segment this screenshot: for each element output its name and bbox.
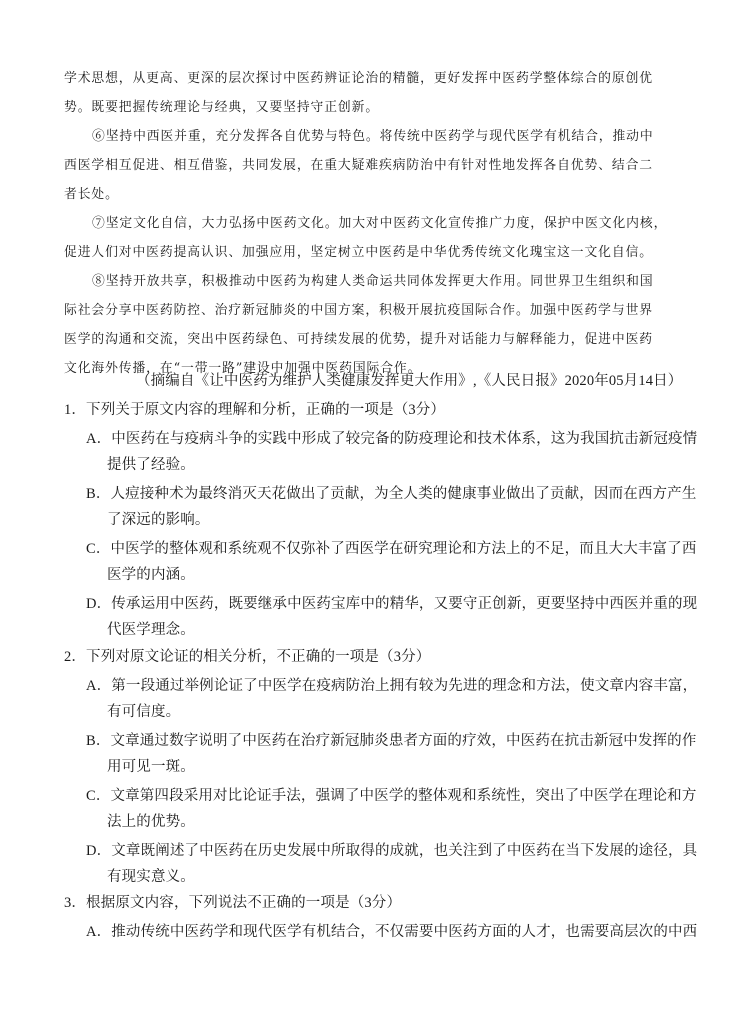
- passage-line: 文化海外传播，在“一带一路”建设中加强中医药国际合作。: [64, 361, 422, 376]
- option-line: A．中医药在与疫病斗争的实践中形成了较完备的防疫理论和技术体系，这为我国抗击新冠疫情: [86, 431, 698, 447]
- option-line: C．文章第四段采用对比论证手法，强调了中医学的整体观和系统性，突出了中医学在理论和方: [86, 788, 697, 804]
- option-line: B．人痘接种术为最终消灭天花做出了贡献，为全人类的健康事业做出了贡献，因而在西方产生: [86, 486, 697, 502]
- passage-line: 西医学相互促进、相互借鉴，共同发展，在重大疑难疾病防治中有针对性地发挥各自优势、结合二: [64, 158, 653, 173]
- passage-line: 医学的沟通和交流，突出中医药绿色、可持续发展的优势，提升对话能力与解释能力，促进中医药: [64, 332, 653, 347]
- option-line: 医学的内涵。: [107, 567, 195, 583]
- passage-line: 促进人们对中医药提高认识、加强应用，坚定树立中医药是中华优秀传统文化瑰宝这一文化自信。: [64, 245, 653, 260]
- option-line: 法上的优势。: [107, 814, 195, 830]
- source-citation: （摘编自《让中医药为维护人类健康发挥更大作用》,《人民日报》2020年05月14日）: [136, 373, 683, 389]
- option-line: D．文章既阐述了中医药在历史发展中所取得的成就，也关注到了中医药在当下发展的途径，具: [86, 843, 698, 859]
- option-line: 了深远的影响。: [107, 512, 210, 528]
- question-stem: 2．下列对原文论证的相关分析，不正确的一项是（3分）: [64, 649, 431, 665]
- option-line: 有可信度。: [107, 704, 181, 720]
- passage-line: 势。既要把握传统理论与经典，又要坚持守正创新。: [64, 100, 380, 115]
- passage-line: 际社会分享中医药防控、治疗新冠肺炎的中国方案，积极开展抗疫国际合作。加强中医药学与世界: [64, 303, 653, 318]
- option-line: A．第一段通过举例论证了中医学在疫病防治上拥有较为先进的理念和方法，使文章内容丰富，: [86, 678, 698, 694]
- option-line: 有现实意义。: [107, 869, 195, 885]
- option-line: A．推动传统中医药学和现代医学有机结合，不仅需要中医药方面的人才，也需要高层次的中西: [86, 924, 698, 940]
- question-stem: 3．根据原文内容，下列说法不正确的一项是（3分）: [64, 895, 402, 911]
- passage-line: 学术思想，从更高、更深的层次探讨中医药辨证论治的精髓，更好发挥中医药学整体综合的原创优: [64, 71, 653, 86]
- option-line: D．传承运用中医药，既要继承中医药宝库中的精华，又要守正创新，更要坚持中西医并重的现: [86, 596, 698, 612]
- option-line: B．文章通过数字说明了中医药在治疗新冠肺炎患者方面的疗效，中医药在抗击新冠中发挥的作: [86, 733, 697, 749]
- passage-line: ⑧坚持开放共享，积极推动中医药为构建人类命运共同体发挥更大作用。同世界卫生组织和国: [92, 274, 654, 289]
- passage-line: 者长处。: [64, 187, 119, 202]
- passage-line: ⑥坚持中西医并重，充分发挥各自优势与特色。将传统中医药学与现代医学有机结合，推动中: [92, 129, 654, 144]
- option-line: 用可见一斑。: [107, 759, 195, 775]
- option-line: C．中医学的整体观和系统观不仅弥补了西医学在研究理论和方法上的不足，而且大大丰富了西: [86, 541, 697, 557]
- question-stem: 1．下列关于原文内容的理解和分析，正确的一项是（3分）: [64, 402, 446, 418]
- passage-line: ⑦坚定文化自信，大力弘扬中医药文化。加大对中医药文化宣传推广力度，保护中医文化内核，: [92, 216, 668, 231]
- option-line: 提供了经验。: [107, 457, 195, 473]
- option-line: 代医学理念。: [107, 622, 195, 638]
